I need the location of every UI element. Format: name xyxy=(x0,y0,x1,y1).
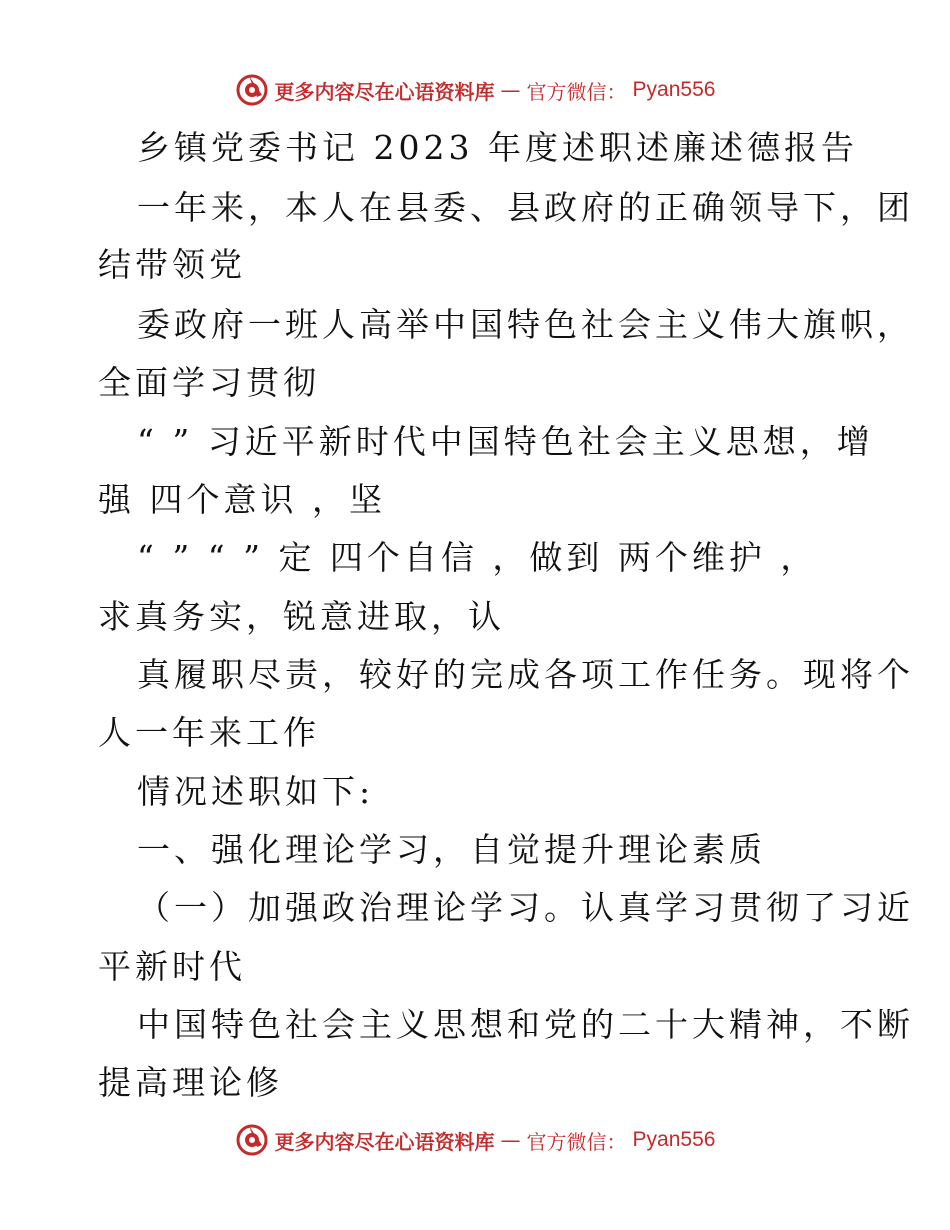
banner-dash: — xyxy=(500,78,521,102)
body-line: 人一年来工作 xyxy=(98,713,320,752)
library-logo-icon xyxy=(235,1123,269,1157)
body-line: 情况述职如下: xyxy=(137,772,375,811)
body-line: “ ” “ ” 定 四个自信 ，做到 两个维护 ， xyxy=(137,538,818,577)
body-line: “ ” 习近平新时代中国特色社会主义思想，增 xyxy=(137,422,874,461)
body-line: 中国特色社会主义思想和党的二十大精神，不断 xyxy=(137,1005,914,1044)
body-line: 一年来，本人在县委、县政府的正确领导下，团 xyxy=(137,188,914,227)
footer-watermark-banner xyxy=(0,1120,950,1160)
document-title: 乡镇党委书记 2023 年度述职述廉述德报告 xyxy=(137,128,858,167)
body-line: 提高理论修 xyxy=(98,1063,283,1102)
body-line: 强 四个意识 ，坚 xyxy=(98,480,386,519)
body-line: 全面学习贯彻 xyxy=(98,363,320,402)
banner-wechat-id: Pyan556 xyxy=(632,1128,716,1151)
banner-wechat-label: 官方微信： xyxy=(526,79,627,104)
body-line: 求真务实，锐意进取，认 xyxy=(98,597,505,636)
subsection-heading: （一）加强政治理论学习。认真学习贯彻了习近 xyxy=(137,888,914,927)
banner-main-text: 更多内容尽在心语资料库 xyxy=(274,1129,495,1154)
banner-main-text: 更多内容尽在心语资料库 xyxy=(274,79,495,104)
banner-wechat-label: 官方微信： xyxy=(526,1129,627,1154)
section-heading: 一、强化理论学习，自觉提升理论素质 xyxy=(137,830,766,869)
banner-dash: — xyxy=(500,1128,521,1152)
body-line: 平新时代 xyxy=(98,947,246,986)
banner-wechat-id: Pyan556 xyxy=(632,78,716,101)
body-line: 真履职尽责，较好的完成各项工作任务。现将个 xyxy=(137,655,914,694)
body-line: 委政府一班人高举中国特色社会主义伟大旗帜， xyxy=(137,305,914,344)
body-line: 结带领党 xyxy=(98,245,246,284)
